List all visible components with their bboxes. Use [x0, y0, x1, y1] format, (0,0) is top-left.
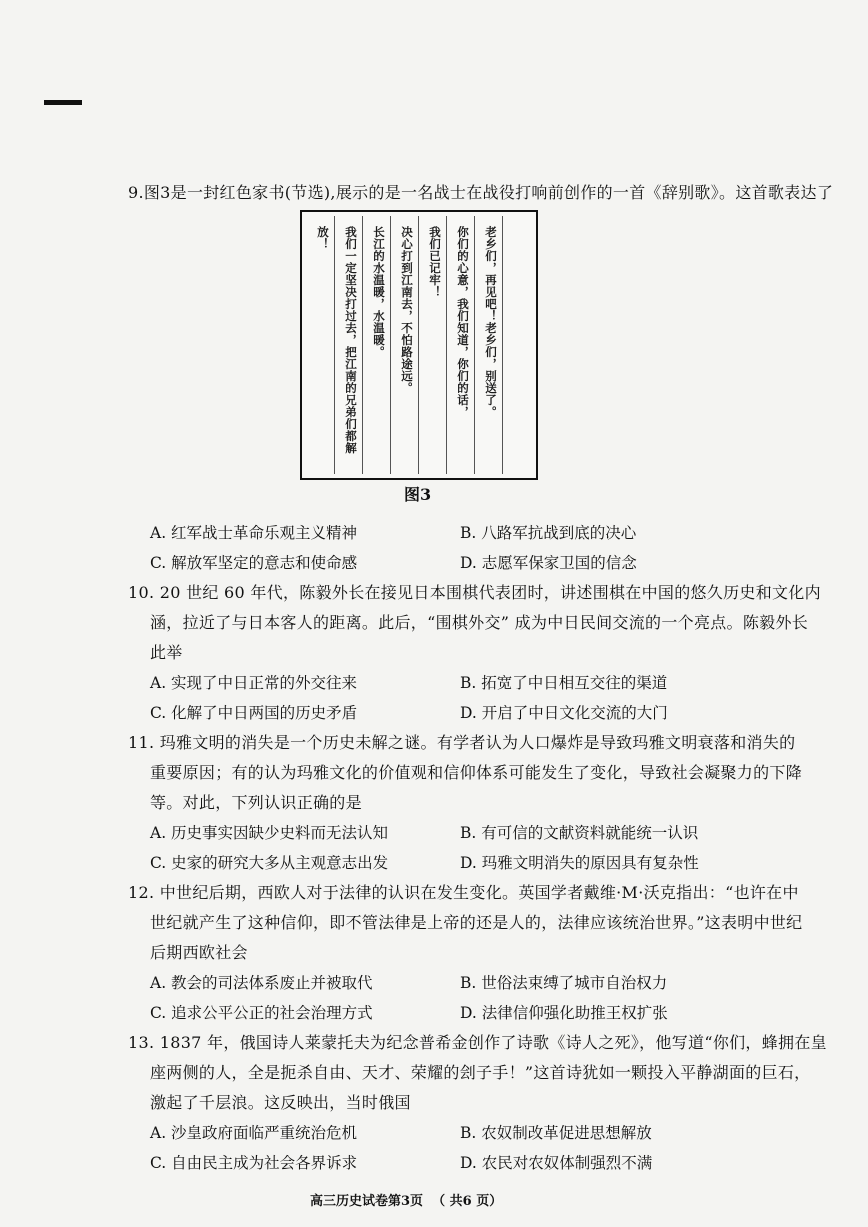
- option-c: C. 化解了中日两国的历史矛盾: [150, 704, 358, 722]
- letter-column-2: 你们的心意，我们知道，你们的话，: [456, 226, 470, 418]
- option-b: B. 拓宽了中日相互交往的渠道: [460, 674, 668, 692]
- option-c: C. 史家的研究大多从主观意志出发: [150, 854, 389, 872]
- option-a: A. 历史事实因缺少史料而无法认知: [150, 824, 389, 842]
- option-d: D. 开启了中日文化交流的大门: [460, 704, 668, 722]
- question-12-line-2: 世纪就产生了这种信仰，即不管法律是上帝的还是人的，法律应该统治世界。”这表明中世纪: [150, 913, 803, 932]
- figure-caption: 图3: [404, 485, 432, 504]
- page-footer: 高三历史试卷第3页 （ 共6 页）: [310, 1194, 503, 1209]
- question-9: [128, 178, 834, 208]
- question-12-line-1: 12. 中世纪后期，西欧人对于法律的认识在发生变化。英国学者戴维·M·沃克指出：“也许在中: [128, 883, 799, 902]
- question-11-line-1: 11. 玛雅文明的消失是一个历史未解之谜。有学者认为人口爆炸是导致玛雅文明衰落和消失的: [128, 733, 796, 752]
- question-13-line-2: 座两侧的人，全是扼杀自由、天才、荣耀的刽子手！”这首诗犹如一颗投入平静湖面的巨石，: [150, 1063, 811, 1082]
- question-13-line-1: 13. 1837 年，俄国诗人莱蒙托夫为纪念普希金创作了诗歌《诗人之死》，他写道“你们，蜂拥在皇: [128, 1033, 827, 1052]
- question-10-line-1: 10. 20 世纪 60 年代，陈毅外长在接见日本围棋代表团时，讲述围棋在中国的悠久历史和文化内: [128, 583, 821, 602]
- option-c: C. 解放军坚定的意志和使命感: [150, 554, 358, 572]
- question-10-line-2: 涵，拉近了与日本客人的距离。此后，“围棋外交” 成为中日民间交流的一个亮点。陈毅外长: [150, 613, 809, 632]
- option-a: A. 实现了中日正常的外交往来: [150, 674, 358, 692]
- option-a: A. 沙皇政府面临严重统治危机: [150, 1124, 358, 1142]
- option-d: D. 志愿军保家卫国的信念: [460, 554, 637, 572]
- option-d: D. 法律信仰强化助推王权扩张: [460, 1004, 668, 1022]
- question-13-line-3: 激起了千层浪。这反映出，当时俄国: [150, 1093, 411, 1112]
- option-c: C. 追求公平公正的社会治理方式: [150, 1004, 373, 1022]
- option-d: D. 玛雅文明消失的原因具有复杂性: [460, 854, 699, 872]
- question-11-options: [150, 818, 770, 878]
- letter-column-6: 我们一定坚决打过去，把江南的兄弟们都解: [344, 226, 358, 454]
- question-10-line-3: 此举: [150, 643, 183, 662]
- question-12: [128, 878, 803, 968]
- question-9-options: [150, 518, 770, 578]
- question-12-line-3: 后期西欧社会: [150, 943, 248, 962]
- option-a: A. 红军战士革命乐观主义精神: [150, 524, 358, 542]
- question-12-options: [150, 968, 770, 1028]
- red-letter-figure: [300, 210, 538, 480]
- option-a: A. 教会的司法体系废止并被取代: [150, 974, 373, 992]
- letter-column-1: 老乡们，再见吧！老乡们，别送了。: [484, 226, 498, 418]
- option-b: B. 世俗法束缚了城市自治权力: [460, 974, 668, 992]
- question-11-line-3: 等。对此，下列认识正确的是: [150, 793, 362, 812]
- option-d: D. 农民对农奴体制强烈不满: [460, 1154, 653, 1172]
- letter-column-7: 放！: [316, 226, 330, 250]
- scan-mark: [44, 100, 82, 105]
- option-b: B. 农奴制改革促进思想解放: [460, 1124, 652, 1142]
- letter-column-5: 长江的水温暖，水温暖。: [372, 226, 386, 358]
- question-10: [128, 578, 821, 668]
- question-10-options: [150, 668, 770, 728]
- option-c: C. 自由民主成为社会各界诉求: [150, 1154, 358, 1172]
- option-b: B. 八路军抗战到底的决心: [460, 524, 637, 542]
- question-11-line-2: 重要原因；有的认为玛雅文化的价值观和信仰体系可能发生了变化，导致社会凝聚力的下降: [150, 763, 803, 782]
- question-13: [128, 1028, 827, 1118]
- question-11: [128, 728, 803, 818]
- letter-column-3: 我们已记牢！: [428, 226, 442, 298]
- letter-column-4: 决心打到江南去，不怕路途远。: [400, 226, 414, 394]
- question-9-stem: 9.图3是一封红色家书(节选),展示的是一名战士在战役打响前创作的一首《辞别歌》。这首歌表达了: [128, 183, 834, 202]
- question-13-options: [150, 1118, 770, 1178]
- option-b: B. 有可信的文献资料就能统一认识: [460, 824, 699, 842]
